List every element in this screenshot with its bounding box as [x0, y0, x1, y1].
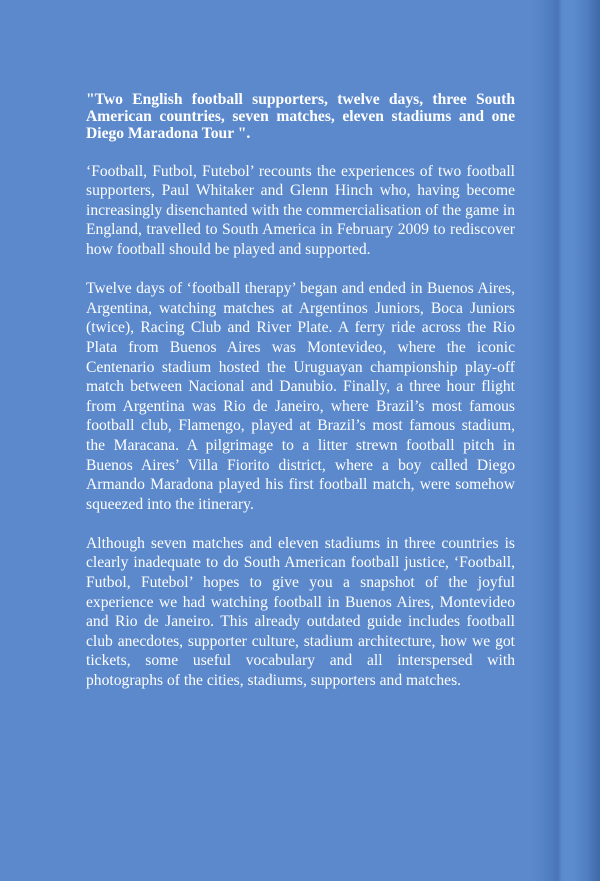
cover-heading: "Two English football supporters, twelve days, three South American countries, seven matches, eleven stadiums and one Diego Maradona Tour ". [86, 91, 515, 142]
paragraph-intro: ‘Football, Futbol, Futebol’ recounts the experiences of two football supporters, Paul Whitaker and Glenn Hinch who, having become increasingly disenchanted with the commercialisation of the game in England, travelled to South America in February 2009 to rediscover how football should be played and supported. [86, 162, 515, 258]
paragraph-summary: Although seven matches and eleven stadiums in three countries is clearly inadequate to do South American football justice, ‘Football, Futbol, Futebol’ hopes to give you a snapshot of the joyful experience we had watching football in Buenos Aires, Montevideo and Rio de Janeiro. This already outdated guide includes football club anecdotes, supporter culture, stadium architecture, how we got tickets, some useful vocabulary and all interspersed with photographs of the cities, stadiums, supporters and matches. [86, 534, 515, 690]
back-cover-text [86, 91, 515, 710]
paragraph-itinerary: Twelve days of ‘football therapy’ began and ended in Buenos Aires, Argentina, watching matches at Argentinos Juniors, Boca Juniors (twice), Racing Club and River Plate. A ferry ride across the Rio Plata from Buenos Aires was Montevideo, where the iconic Centenario stadium hosted the Uruguayan championship play-off match between Nacional and Danubio. Finally, a three hour flight from Argentina was Rio de Janeiro, where Brazil’s most famous football club, Flamengo, played at Brazil’s most famous stadium, the Maracana. A pilgrimage to a litter strewn football pitch in Buenos Aires’ Villa Fiorito district, where a boy called Diego Armando Maradona played his first football match, were somehow squeezed into the itinerary. [86, 280, 515, 513]
book-spine [530, 0, 600, 881]
